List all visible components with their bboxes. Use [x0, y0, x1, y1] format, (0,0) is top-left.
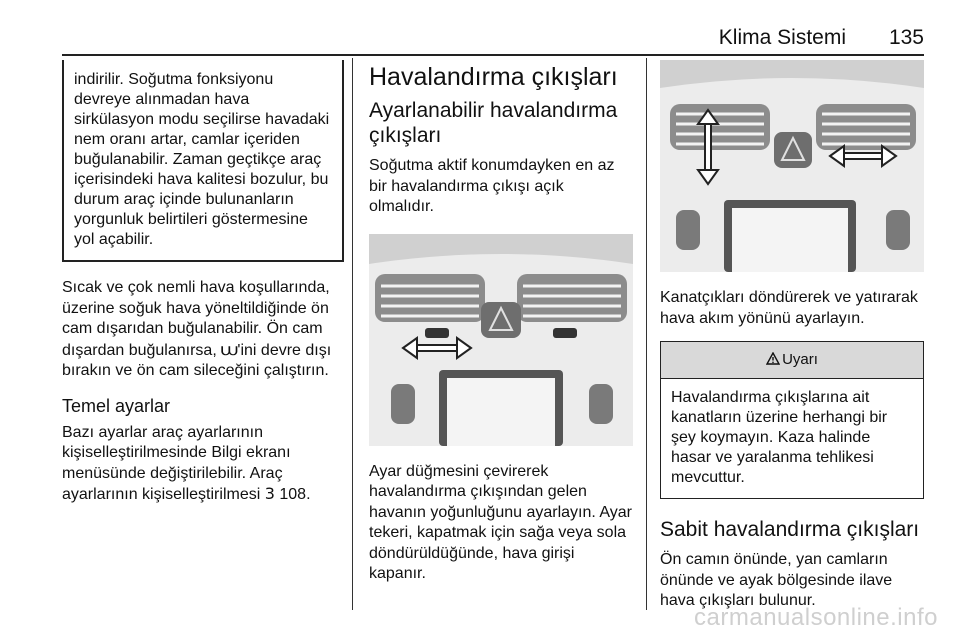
warning-triangle-icon — [766, 342, 780, 378]
warning-header — [661, 342, 923, 379]
heading-vents: Havalandırma çıkışları — [369, 63, 618, 91]
xref-page: 108. — [279, 486, 311, 503]
humid-text-start: Sıcak ve çok nemli hava koşullarında, üzerine soğuk hava yöneltildiğinde ön cam dışarıdan buğulanabilir. Ön cam dışardan buğulanırsa, — [62, 279, 330, 359]
humid-text-end: 'ini devre dışı bırakın ve ön cam sileceğini çalıştırın. — [62, 341, 332, 379]
heading-fixed-vents: Sabit havalandırma çıkışları — [660, 518, 920, 541]
watermark: carmanualsonline.info — [694, 604, 938, 631]
louvres-paragraph: Kanatçıkları döndürerek ve yatırarak hava akım yönünü ayarlayın. — [660, 289, 918, 327]
xref-arrow-icon: 3 — [264, 484, 275, 503]
column-divider-2 — [646, 58, 647, 610]
fixed-vents-paragraph: Ön camın önünde, yan camların önünde ve ayak bölgesinde ilave hava çıkışları bulunur. — [660, 551, 893, 609]
cooling-paragraph: Soğutma aktif konumdayken en az bir havalandırma çıkışı açık olmalıdır. — [369, 157, 615, 215]
warning-title: Uyarı — [782, 351, 818, 368]
warning-text: Havalandırma çıkışlarına ait kanatların üzerine herhangi bir şey koymayın. Kaza halinde hasar ve yaralanma tehlikesi mevcuttur. — [671, 389, 888, 486]
column-2 — [369, 60, 633, 585]
column-1 — [62, 60, 344, 506]
heading-adjustable-vents: Ayarlanabilir havalandırma çıkışları — [369, 99, 618, 147]
vent-thumbwheel-photo — [369, 234, 633, 446]
heading-basic-settings: Temel ayarlar — [62, 395, 171, 416]
settings-text: Bazı ayarlar araç ayarlarının kişiselleştirilmesinde Bilgi ekranı menüsünde değiştirilebilir. Araç ayarlarının kişiselleştirilmesi — [62, 423, 291, 503]
note-box: indirilir. Soğutma fonksiyonu devreye alınmadan hava sirkülasyon modu seçilirse havadaki nem oranı artar, camlar içeriden buğulanabilir. Zaman geçtikçe araç içerisindeki hava kalitesi bozulur, bu durum araç içinde bulunanların yorgunluk belirtileri göstermesine yol açabilir. — [62, 60, 344, 262]
page-number: 135 — [888, 26, 924, 49]
warning-box — [660, 341, 924, 499]
page-header — [62, 26, 924, 56]
section-title: Klima Sistemi — [718, 26, 846, 49]
thumbwheel-paragraph: Ayar düğmesini çevirerek havalandırma çıkışından gelen havanın yoğunluğunu ayarlayın. Ayar tekeri, kapatmak için sağa veya sola döndürüldüğünde, hava girişi kapanır. — [369, 462, 633, 582]
wiper-icon: ⩊ — [221, 339, 238, 359]
column-divider-1 — [352, 58, 353, 610]
column-3 — [660, 60, 924, 612]
settings-paragraph — [62, 423, 344, 506]
humid-conditions-paragraph — [62, 278, 344, 382]
vent-louvre-photo — [660, 60, 924, 272]
